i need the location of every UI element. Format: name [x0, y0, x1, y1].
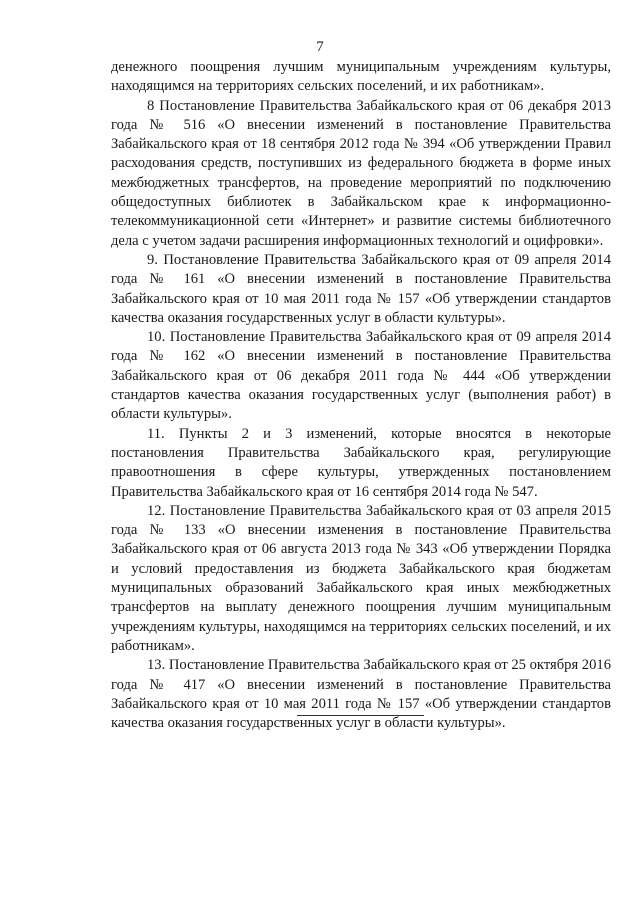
closing-divider-line	[297, 715, 424, 716]
page-number: 7	[316, 39, 324, 55]
paragraph-item-12: 12. Постановление Правительства Забайкальского края от 03 апреля 2015 года № 133 «О внесении изменения в постановление Правительства Забайкальского края от 06 августа 2013 года № 343 «Об утверждении Порядка и условий предоставления из бюджета Забайкальского края бюджетам муниципальных образований Забайкальского края иных межбюджетных трансфертов на выплату денежного поощрения лучшим муниципальным учреждениям культуры, находящимся на территориях сельских поселений, и их работникам».	[111, 502, 611, 654]
paragraph-item-9: 9. Постановление Правительства Забайкальского края от 09 апреля 2014 года № 161 «О внесении изменений в постановление Правительства Забайкальского края от 10 мая 2011 года № 157 «Об утверждении стандартов качества оказания государственных услуг в области культуры».	[111, 251, 611, 326]
paragraph-item-11: 11. Пункты 2 и 3 изменений, которые вносятся в некоторые постановления Правительства Забайкальского края, регулирующие правоотношения в сфере культуры, утвержденных постановлением Правительства Забайкальского края от 16 сентября 2014 года № 547.	[111, 425, 611, 500]
paragraph-item-10: 10. Постановление Правительства Забайкальского края от 09 апреля 2014 года № 162 «О внесении изменений в постановление Правительства Забайкальского края от 06 декабря 2011 года № 444 «Об утверждении стандартов качества оказания государственных услуг (выполнения работ) в области культуры».	[111, 329, 611, 423]
document-body	[111, 58, 611, 733]
paragraph-item-8: 8 Постановление Правительства Забайкальского края от 06 декабря 2013 года № 516 «О внесении изменений в постановление Правительства Забайкальского края от 18 сентября 2012 года № 394 «Об утверждении Правил расходования средств, поступивших из федерального бюджета в форме иных межбюджетных трансфертов, на проведение мероприятий по подключению общедоступных библиотек в Забайкальском крае к информационно-телекоммуникационной сети «Интернет» и развитие системы библиотечного дела с учетом задачи расширения информационных технологий и оцифровки».	[111, 97, 611, 249]
paragraph-item-13: 13. Постановление Правительства Забайкальского края от 25 октября 2016 года № 417 «О внесении изменений в постановление Правительства Забайкальского края от 10 мая 2011 года № 157 «Об утверждении стандартов качества оказания государственных услуг в области культуры».	[111, 657, 611, 732]
paragraph-continuation: денежного поощрения лучшим муниципальным учреждениям культуры, находящимся на территориях сельских поселений, и их работникам».	[111, 59, 611, 95]
